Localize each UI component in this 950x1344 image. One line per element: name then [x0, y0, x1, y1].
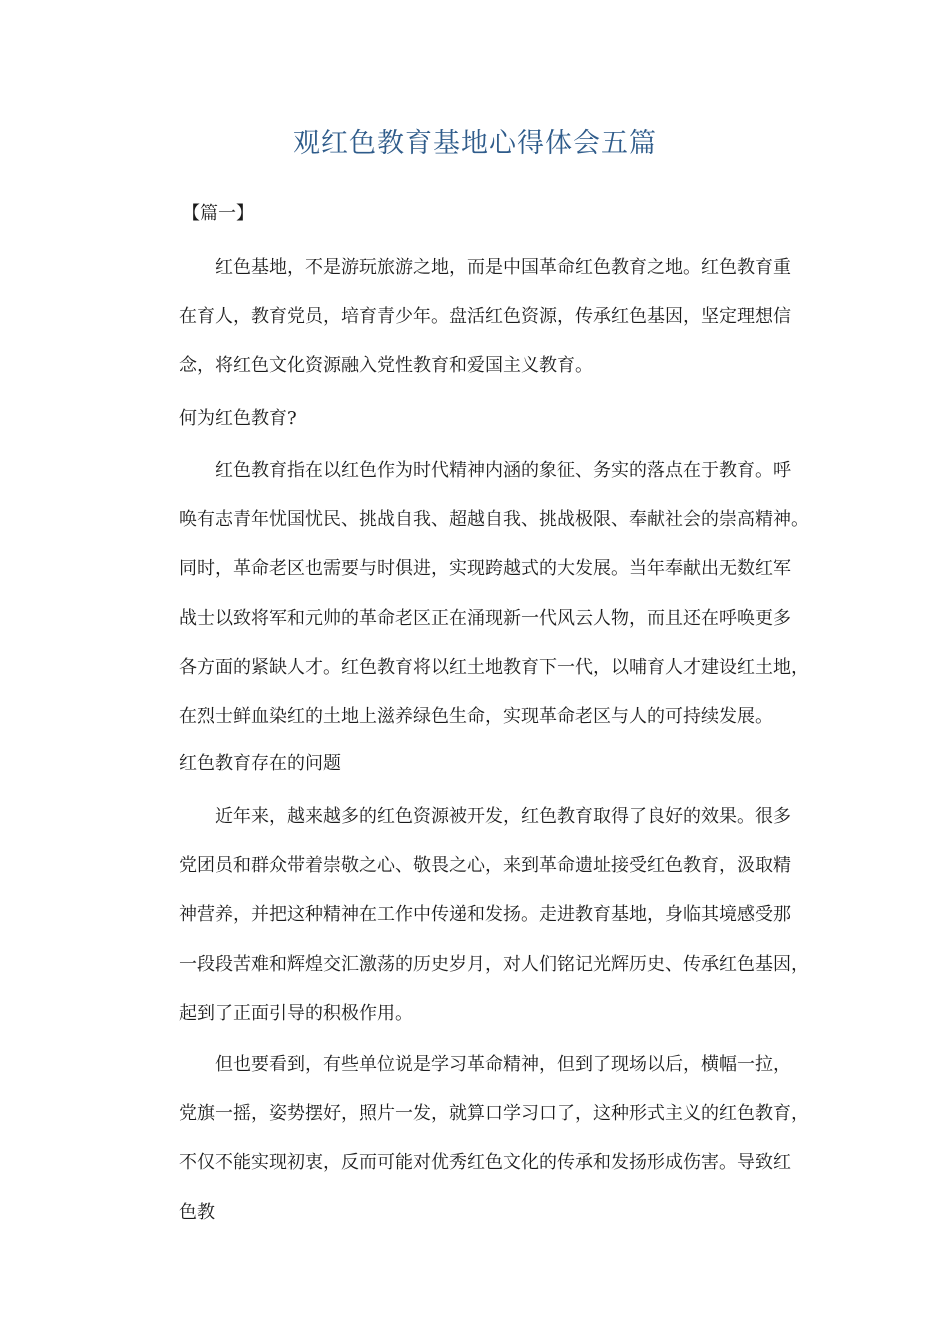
paragraph-line: 战士以致将军和元帅的革命老区正在涌现新一代风云人物，而且还在呼唤更多 — [179, 607, 791, 629]
heading-what-is-red-education: 何为红色教育? — [179, 408, 297, 429]
paragraph-line: 神营养，并把这种精神在工作中传递和发扬。走进教育基地，身临其境感受那 — [179, 904, 791, 926]
paragraph-3 — [143, 792, 811, 1038]
document-title: 观红色教育基地心得体会五篇 — [293, 128, 657, 159]
paragraph-line: 同时，革命老区也需要与时俱进，实现跨越式的大发展。当年奉献出无数红军 — [179, 558, 791, 580]
heading-existing-problems: 红色教育存在的问题 — [179, 753, 341, 774]
paragraph-line: 近年来，越来越多的红色资源被开发，红色教育取得了良好的效果。很多 — [215, 806, 791, 827]
paragraph-line: 但也要看到，有些单位说是学习革命精神，但到了现场以后，横幅一拉， — [215, 1054, 791, 1075]
paragraph-4 — [143, 1040, 811, 1237]
paragraph-2 — [143, 446, 811, 741]
paragraph-1 — [143, 243, 811, 391]
paragraph-line: 在烈士鲜血染红的土地上滋养绿色生命，实现革命老区与人的可持续发展。 — [179, 706, 773, 728]
paragraph-line: 不仅不能实现初衷，反而可能对优秀红色文化的传承和发扬形成伤害。导致红 — [179, 1152, 791, 1174]
paragraph-line: 唤有志青年忧国忧民、挑战自我、超越自我、挑战极限、奉献社会的崇高精神。 — [179, 509, 809, 531]
paragraph-line: 在育人，教育党员，培育青少年。盘活红色资源，传承红色基因，坚定理想信 — [179, 306, 791, 328]
paragraph-line: 红色教育指在以红色作为时代精神内涵的象征、务实的落点在于教育。呼 — [215, 460, 791, 481]
paragraph-line: 念，将红色文化资源融入党性教育和爱国主义教育。 — [179, 355, 593, 377]
paragraph-line: 一段段苦难和辉煌交汇激荡的历史岁月，对人们铭记光辉历史、传承红色基因， — [179, 953, 809, 975]
paragraph-line: 党团员和群众带着崇敬之心、敬畏之心，来到革命遗址接受红色教育，汲取精 — [179, 855, 791, 877]
paragraph-line: 红色基地，不是游玩旅游之地，而是中国革命红色教育之地。红色教育重 — [215, 257, 791, 278]
paragraph-line: 党旗一摇，姿势摆好，照片一发，就算口学习口了，这种形式主义的红色教育， — [179, 1103, 809, 1125]
paragraph-line: 起到了正面引导的积极作用。 — [179, 1002, 413, 1024]
section-label: 【篇一】 — [182, 203, 254, 224]
paragraph-line: 各方面的紧缺人才。红色教育将以红土地教育下一代，以哺育人才建设红土地， — [179, 656, 809, 678]
paragraph-line: 色教 — [179, 1201, 215, 1223]
